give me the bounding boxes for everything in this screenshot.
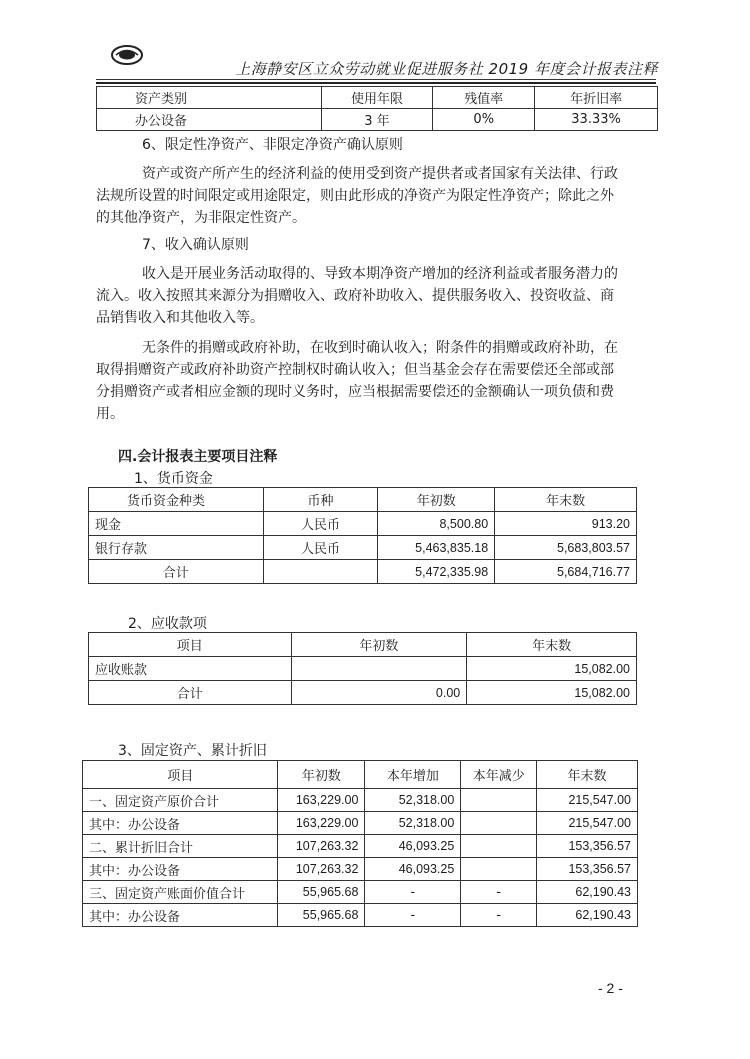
table-cell: 215,547.00 [537, 812, 638, 835]
section-7-title: 7、收入确认原则 [142, 237, 249, 253]
paragraph-line: 的其他净资产，为非限定性资产。 [96, 210, 306, 226]
table-row [97, 109, 658, 131]
table-cell: 107,263.32 [278, 835, 365, 858]
paragraph-line: 无条件的捐赠或政府补助，在收到时确认收入；附条件的捐赠或政府补助，在 [142, 340, 618, 356]
table-header-cell: 残值率 [433, 87, 535, 109]
table-cell: 62,190.43 [537, 904, 638, 927]
table-cell: 15,082.00 [467, 657, 637, 681]
table-header-cell: 年末数 [467, 633, 637, 657]
table-cell: 三、固定资产账面价值合计 [83, 881, 278, 904]
table-cell [291, 657, 467, 681]
table-header-cell: 使用年限 [321, 87, 433, 109]
table-row [83, 835, 638, 858]
table-header-cell: 项目 [89, 633, 292, 657]
table-cell: 52,318.00 [365, 789, 461, 812]
table-cell: 合计 [89, 560, 264, 584]
paragraph-line: 收入是开展业务活动取得的、导致本期净资产增加的经济利益或者服务潜力的 [142, 266, 618, 282]
table-cell: 人民币 [263, 536, 378, 560]
cash-table-title: 1、货币资金 [134, 471, 213, 487]
table-cell: 62,190.43 [537, 881, 638, 904]
table-cell: 0.00 [291, 681, 467, 705]
table-row [89, 512, 637, 536]
table-header-cell: 项目 [83, 761, 278, 789]
table-cell: 33.33% [535, 109, 658, 131]
table-cell: 人民币 [263, 512, 378, 536]
fixed-assets-table-title: 3、固定资产、累计折旧 [118, 743, 267, 759]
header-rule-thick [96, 82, 656, 84]
fixed-assets-table [82, 760, 638, 927]
table-header-cell: 资产类别 [97, 87, 322, 109]
table-row [83, 858, 638, 881]
table-cell: 163,229.00 [278, 812, 365, 835]
table-cell: - [461, 904, 537, 927]
table-row-total [89, 560, 637, 584]
table-cell: 46,093.25 [365, 835, 461, 858]
table-header-cell: 年末数 [537, 761, 638, 789]
table-cell [461, 789, 537, 812]
paragraph-line: 法规所设置的时间限定或用途限定，则由此形成的净资产为限定性净资产；除此之外 [96, 188, 614, 204]
table-cell: 其中：办公设备 [83, 904, 278, 927]
table-header-cell: 年折旧率 [535, 87, 658, 109]
header-rule [96, 79, 656, 80]
table-cell: 5,683,803.57 [495, 536, 637, 560]
table-header-cell: 本年减少 [461, 761, 537, 789]
table-cell: 55,965.68 [278, 881, 365, 904]
table-row [89, 657, 637, 681]
table-cell: 8,500.80 [378, 512, 495, 536]
table-cell: 52,318.00 [365, 812, 461, 835]
table-cell: 153,356.57 [537, 858, 638, 881]
table-header-cell: 年末数 [495, 488, 637, 512]
table-cell: 215,547.00 [537, 789, 638, 812]
page-number: - 2 - [598, 980, 623, 996]
table-row [83, 904, 638, 927]
table-row [83, 812, 638, 835]
table-cell [263, 560, 378, 584]
table-cell: - [365, 904, 461, 927]
table-row [83, 789, 638, 812]
table-cell [461, 858, 537, 881]
table-cell: 3 年 [321, 109, 433, 131]
table-cell: 银行存款 [89, 536, 264, 560]
section-4-title: 四.会计报表主要项目注释 [118, 449, 278, 465]
table-cell: 5,684,716.77 [495, 560, 637, 584]
table-cell: 应收账款 [89, 657, 292, 681]
table-cell [461, 835, 537, 858]
paragraph-line: 分捐赠资产或者相应金额的现时义务时，应当根据需要偿还的金额确认一项负债和费 [96, 384, 614, 400]
table-row-total [89, 681, 637, 705]
table-header-cell: 年初数 [291, 633, 467, 657]
paragraph-line: 资产或资产所产生的经济利益的使用受到资产提供者或者国家有关法律、行政 [142, 166, 618, 182]
table-cell: 55,965.68 [278, 904, 365, 927]
table-cell: 现金 [89, 512, 264, 536]
receivables-table-title: 2、应收款项 [128, 616, 207, 632]
receivables-table [88, 632, 637, 705]
table-cell: 5,463,835.18 [378, 536, 495, 560]
table-cell: 5,472,335.98 [378, 560, 495, 584]
table-cell: 合计 [89, 681, 292, 705]
table-cell: 办公设备 [97, 109, 322, 131]
table-header-cell: 本年增加 [365, 761, 461, 789]
table-row [89, 536, 637, 560]
table-header-cell: 币种 [263, 488, 378, 512]
table-header-cell: 年初数 [378, 488, 495, 512]
table-cell: 46,093.25 [365, 858, 461, 881]
section-6-title: 6、限定性净资产、非限定净资产确认原则 [142, 137, 403, 153]
depreciation-table [96, 86, 658, 131]
table-cell: 153,356.57 [537, 835, 638, 858]
organization-logo-icon [110, 44, 144, 66]
paragraph-line: 用。 [96, 406, 124, 422]
table-cell: 0% [433, 109, 535, 131]
table-cell: 其中：办公设备 [83, 812, 278, 835]
table-header-cell: 年初数 [278, 761, 365, 789]
table-cell: 其中：办公设备 [83, 858, 278, 881]
header-title: 上海静安区立众劳动就业促进服务社 2019 年度会计报表注释 [235, 60, 658, 78]
table-cell [461, 812, 537, 835]
table-cell: 107,263.32 [278, 858, 365, 881]
table-cell: 一、固定资产原价合计 [83, 789, 278, 812]
paragraph-line: 品销售收入和其他收入等。 [96, 310, 264, 326]
paragraph-line: 流入。收入按照其来源分为捐赠收入、政府补助收入、提供服务收入、投资收益、商 [96, 288, 614, 304]
cash-table [88, 487, 637, 584]
table-cell: 913.20 [495, 512, 637, 536]
table-cell: - [365, 881, 461, 904]
paragraph-line: 取得捐赠资产或政府补助资产控制权时确认收入；但当基金会存在需要偿还全部或部 [96, 362, 614, 378]
table-row [83, 881, 638, 904]
table-cell: 163,229.00 [278, 789, 365, 812]
table-cell: 15,082.00 [467, 681, 637, 705]
table-header-cell: 货币资金种类 [89, 488, 264, 512]
table-cell: - [461, 881, 537, 904]
table-cell: 二、累计折旧合计 [83, 835, 278, 858]
